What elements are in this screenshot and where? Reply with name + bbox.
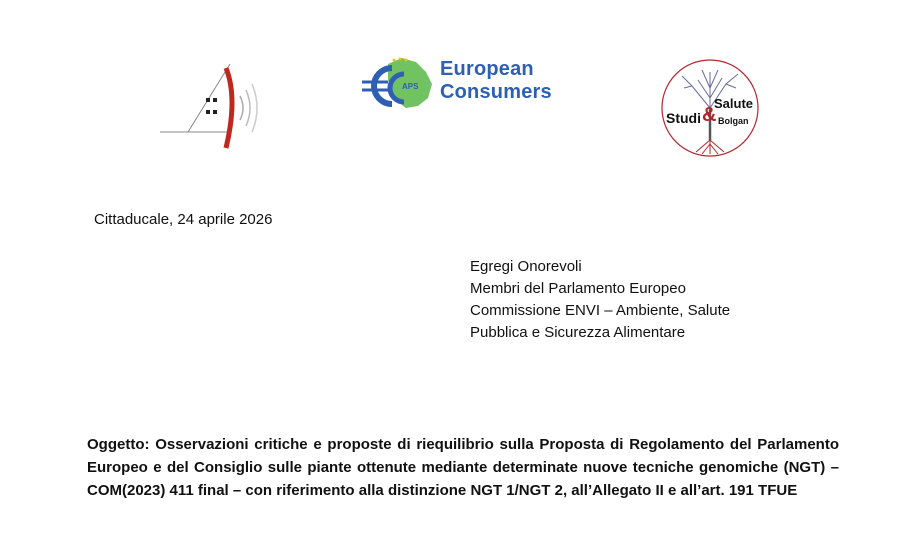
logo-word-salute: Salute — [714, 96, 754, 111]
recipient-block — [470, 256, 730, 344]
house-sound-logo — [158, 58, 266, 150]
logo-title-line2: Consumers — [440, 81, 552, 103]
logo-word-studi: Studi — [666, 110, 701, 126]
letter-date: Cittaducale, 24 aprile 2026 — [94, 211, 273, 228]
logo-title-line1: European — [440, 58, 534, 80]
logo-ampersand: & — [702, 104, 717, 126]
house-icon — [158, 58, 266, 150]
letter-subject: Oggetto: Osservazioni critiche e proposte di riequilibrio sulla Proposta di Regolamento del Parlamento Europeo e del Consiglio sulle piante ottenute mediante determinate nuove tecniche genomiche (NGT) – COM(2023) 411 final – con riferimento alla distinzione NGT 1/NGT 2, all’Allegato II e all’art. 191 TFUE — [87, 436, 839, 499]
european-consumers-logo — [358, 54, 570, 114]
recipient-line: Commissione ENVI – Ambiente, Salute — [470, 302, 731, 319]
euro-map-icon — [358, 54, 442, 114]
logo-word-bolgan: Bolgan — [718, 116, 749, 126]
recipient-line: Membri del Parlamento Europeo — [470, 280, 686, 297]
aps-badge: APS — [402, 82, 419, 91]
studi-salute-bolgan-logo — [656, 58, 768, 158]
recipient-line: Egregi Onorevoli — [470, 258, 582, 275]
recipient-line: Pubblica e Sicurezza Alimentare — [470, 324, 686, 341]
